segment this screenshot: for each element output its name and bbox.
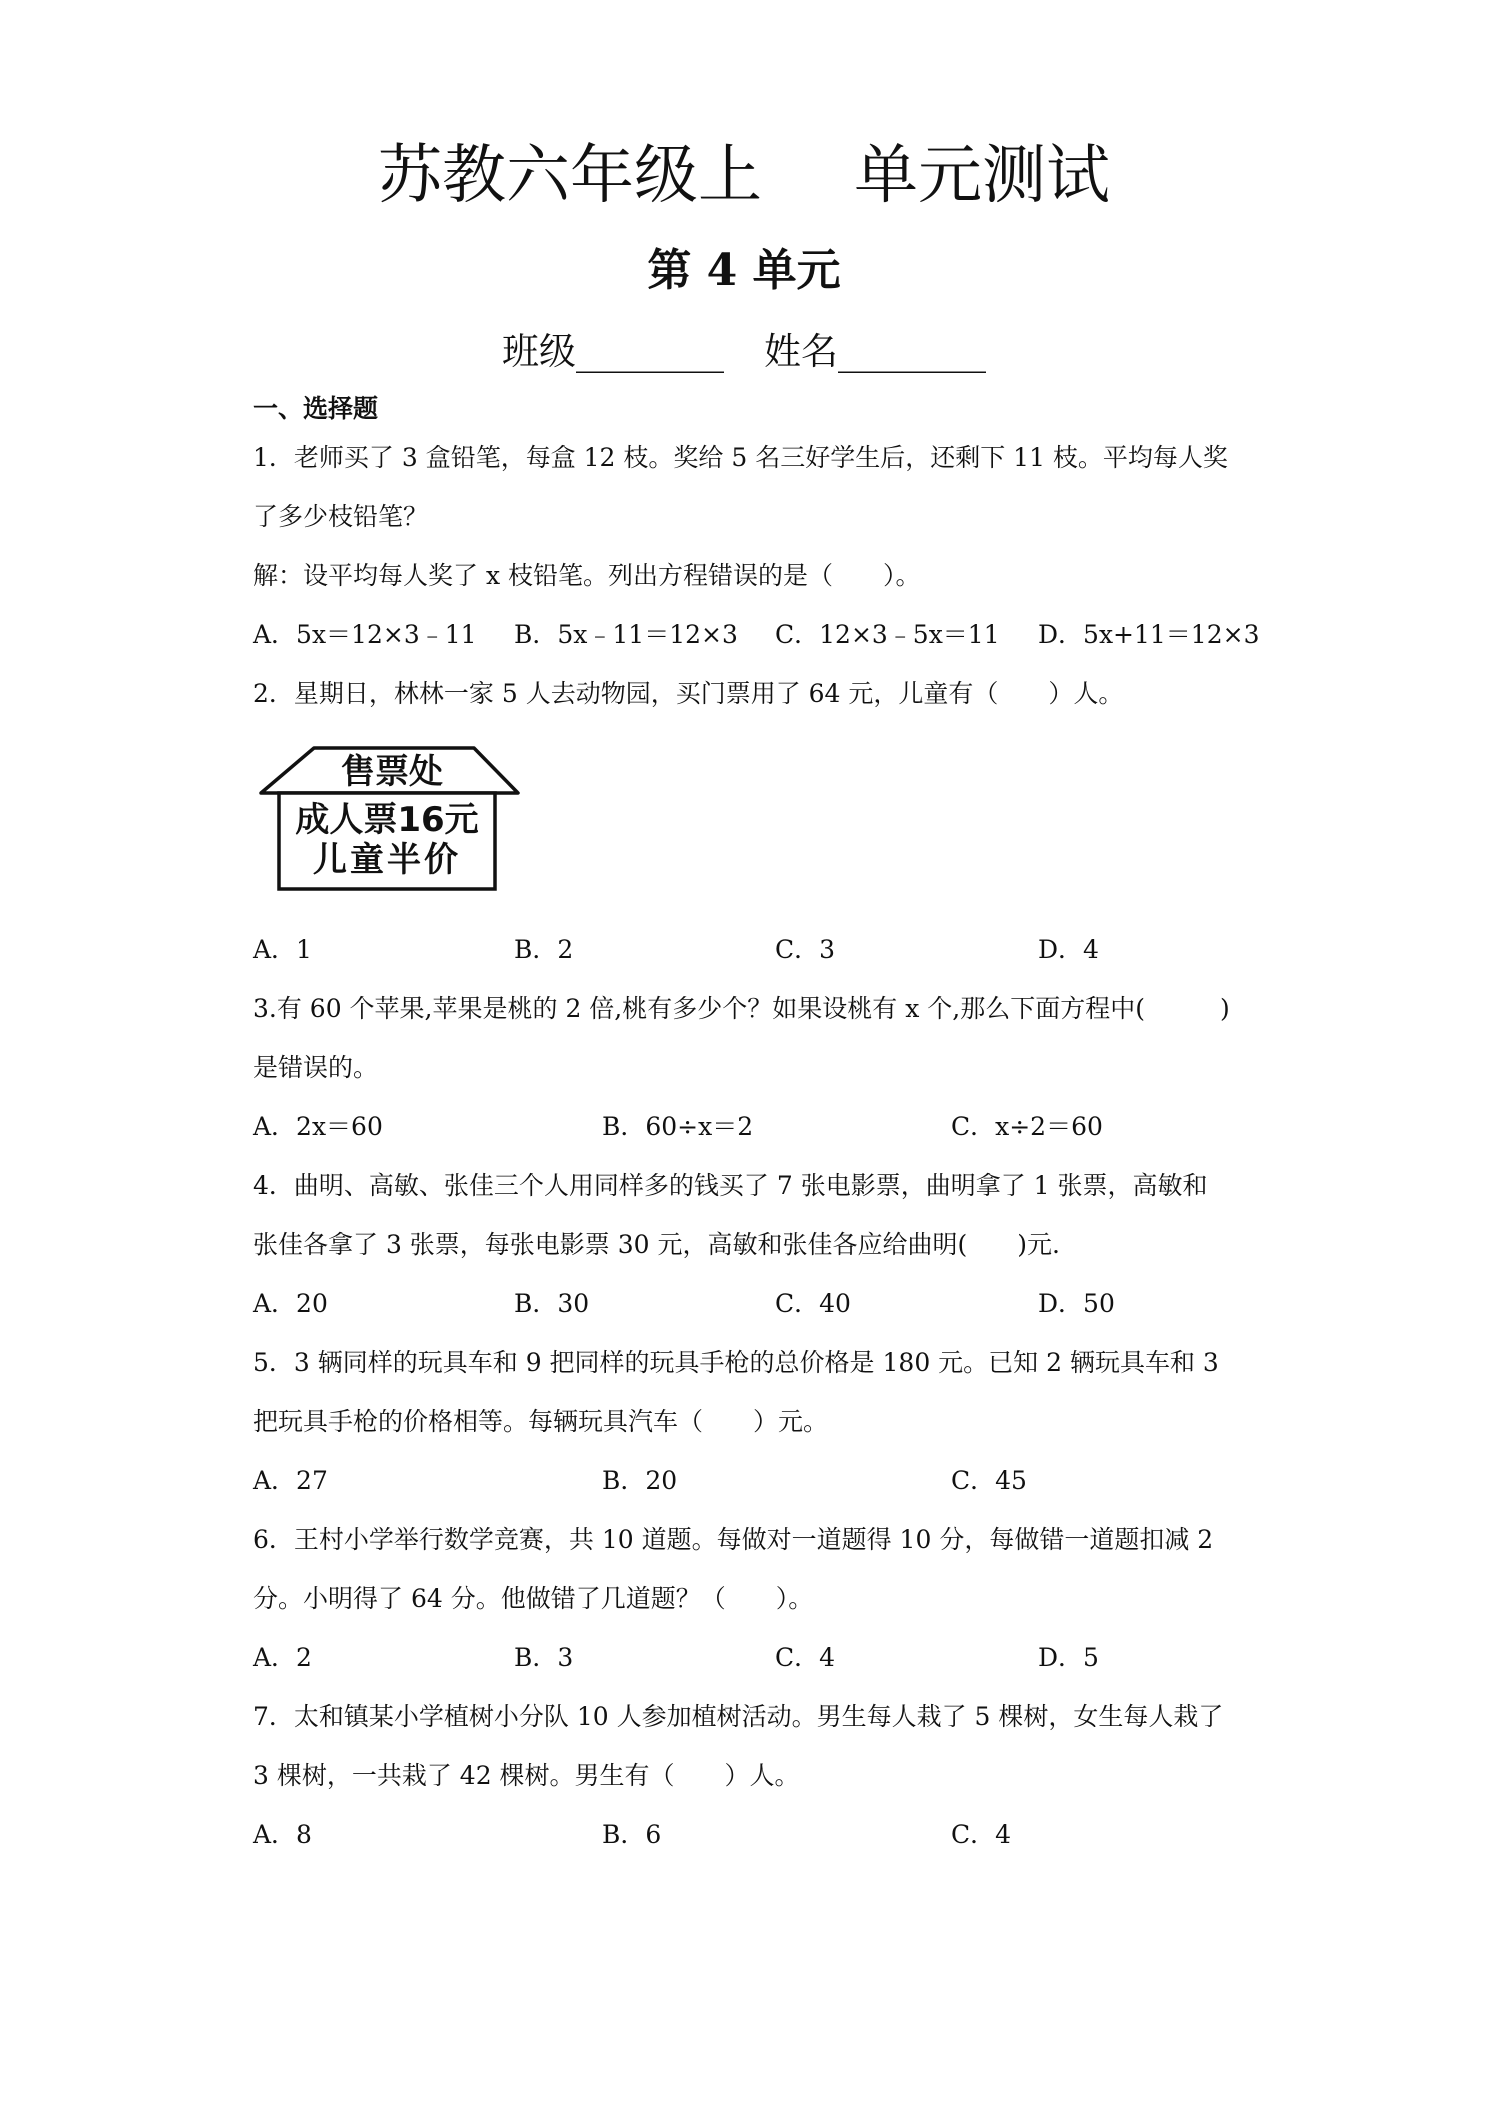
question-2-line-1: 2．星期日，林林一家 5 人去动物园，买门票用了 64 元，儿童有（ ）人。 xyxy=(253,679,1124,708)
sign-title-text: 售票处 xyxy=(341,752,443,792)
question-7-options xyxy=(253,1805,1253,1864)
question-7-option-a: A．8 xyxy=(253,1820,312,1849)
question-3-option-c: C．x÷2＝60 xyxy=(951,1112,1103,1141)
question-4-option-c: C．40 xyxy=(775,1289,851,1318)
question-7-line-2: 3 棵树，一共栽了 42 棵树。男生有（ ）人。 xyxy=(253,1761,800,1790)
ticket-booth-sign-image xyxy=(253,723,533,903)
question-6-option-a: A．2 xyxy=(253,1643,312,1672)
question-5-option-c: C．45 xyxy=(951,1466,1027,1495)
question-5-option-a: A．27 xyxy=(253,1466,328,1495)
question-6-option-d: D．5 xyxy=(1038,1643,1099,1672)
question-1-line-2: 了多少枝铅笔？ xyxy=(253,502,429,531)
question-1-line-1: 1．老师买了 3 盒铅笔，每盒 12 枝。奖给 5 名三好学生后，还剩下 11 枝。平均每人奖 xyxy=(253,443,1228,472)
question-1-option-d: D．5x+11＝12×3 xyxy=(1038,620,1260,649)
question-1-line-3: 解：设平均每人奖了 x 枝铅笔。列出方程错误的是（ ）。 xyxy=(253,561,921,590)
question-2-options xyxy=(253,920,1253,979)
question-4-option-a: A．20 xyxy=(253,1289,328,1318)
question-5-line-2: 把玩具手枪的价格相等。每辆玩具汽车（ ）元。 xyxy=(253,1407,829,1436)
sign-adult-ticket-text: 成人票16元 xyxy=(295,800,479,840)
question-4-option-d: D．50 xyxy=(1038,1289,1115,1318)
question-6-option-b: B．3 xyxy=(514,1643,574,1672)
question-6-line-1: 6．王村小学举行数学竞赛，共 10 道题。每做对一道题得 10 分，每做错一道题扣减 2 xyxy=(253,1525,1214,1554)
section-heading: 一、选择题 xyxy=(253,394,379,423)
question-section xyxy=(253,390,1260,1864)
question-5-line-1: 5．3 辆同样的玩具车和 9 把同样的玩具手枪的总价格是 180 元。已知 2 辆玩具车和 3 xyxy=(253,1348,1219,1377)
question-2-option-c: C．3 xyxy=(775,935,836,964)
title-test-part: 单元测试 xyxy=(854,139,1110,213)
question-4-option-b: B．30 xyxy=(514,1289,590,1318)
student-info-fields xyxy=(0,330,1488,374)
question-4-line-1: 4．曲明、高敏、张佳三个人用同样多的钱买了 7 张电影票，曲明拿了 1 张票，高敏和 xyxy=(253,1171,1208,1200)
question-3-line-2: 是错误的。 xyxy=(253,1053,379,1082)
question-5-options xyxy=(253,1451,1253,1510)
question-6-option-c: C．4 xyxy=(775,1643,836,1672)
question-2-option-a: A．1 xyxy=(253,935,312,964)
title-grade-part: 苏教六年级上 xyxy=(378,139,762,213)
question-6-line-2: 分。小明得了 64 分。他做错了几道题？（ ）。 xyxy=(253,1584,814,1613)
page-title xyxy=(0,136,1488,216)
question-1-options xyxy=(253,605,1260,664)
question-7-option-b: B．6 xyxy=(602,1820,662,1849)
name-field: 姓名________ xyxy=(764,330,986,373)
question-3-option-a: A．2x＝60 xyxy=(253,1112,383,1141)
question-1-option-c: C．12×3﹣5x＝11 xyxy=(775,620,1000,649)
question-5-option-b: B．20 xyxy=(602,1466,678,1495)
question-1-option-b: B．5x﹣11＝12×3 xyxy=(514,620,738,649)
question-2-option-d: D．4 xyxy=(1038,935,1099,964)
sign-child-ticket-text: 儿童半价 xyxy=(313,840,461,880)
question-3-option-b: B．60÷x＝2 xyxy=(602,1112,754,1141)
question-3-options xyxy=(253,1097,1253,1156)
class-field: 班级________ xyxy=(502,330,724,373)
question-6-options xyxy=(253,1628,1253,1687)
question-7-line-1: 7．太和镇某小学植树小分队 10 人参加植树活动。男生每人栽了 5 棵树，女生每人栽了 xyxy=(253,1702,1224,1731)
question-1-option-a: A．5x＝12×3﹣11 xyxy=(253,620,477,649)
question-4-options xyxy=(253,1274,1253,1333)
question-3-line-1: 3.有 60 个苹果,苹果是桃的 2 倍,桃有多少个？如果设桃有 x 个,那么下面方程中( ) xyxy=(253,994,1230,1023)
question-2-figure xyxy=(253,723,1253,920)
question-4-line-2: 张佳各拿了 3 张票，每张电影票 30 元，高敏和张佳各应给曲明( )元. xyxy=(253,1230,1060,1259)
unit-subtitle: 第 4 单元 xyxy=(647,245,841,296)
question-2-option-b: B．2 xyxy=(514,935,574,964)
question-7-option-c: C．4 xyxy=(951,1820,1012,1849)
